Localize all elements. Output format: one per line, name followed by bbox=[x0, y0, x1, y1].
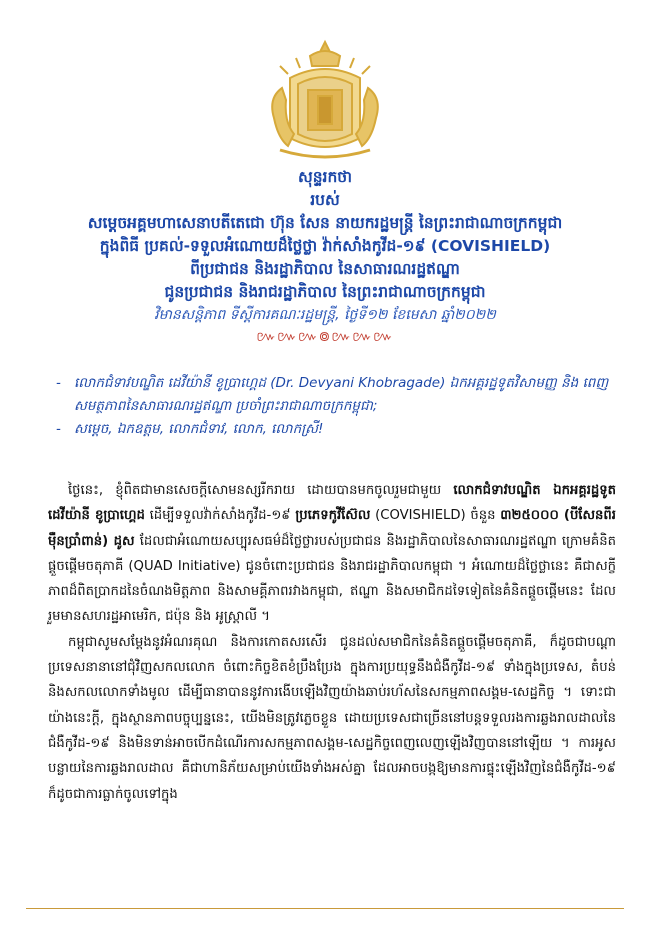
addressee-text: លោកជំទាវបណ្ឌិត ដេវីយ៉ានី ខូប្រាហ្គេដ (Dr. Devyani Khobragade) ឯកអគ្គរដ្ឋទូតវិសាមញ្ញ និង ពេញសមត្ថភាពនៃសាធារណរដ្ឋឥណ្ឌា ប្រចាំព្រះរាជាណាចក្រកម្ពុជា; bbox=[74, 375, 609, 414]
ornament-divider: ៚៚៚៙៚៚៚ bbox=[256, 329, 394, 345]
paragraph bbox=[48, 478, 616, 630]
text-run: (COVISHIELD) ចំនួន bbox=[370, 508, 501, 524]
dash-bullet-icon: - bbox=[56, 375, 61, 391]
footer-divider bbox=[26, 908, 624, 909]
addressee-item bbox=[48, 372, 616, 418]
title-speech: សុន្ទរកថា bbox=[297, 168, 353, 186]
bold-run: ប្រភេទកូវីស៊ែល bbox=[295, 508, 371, 524]
title-line-1: សម្តេចអគ្គមហាសេនាបតីតេជោ ហ៊ុន សែន នាយករដ្ឋមន្ត្រី នៃព្រះរាជាណាចក្រកម្ពុជា bbox=[87, 214, 563, 232]
addressee-text: សម្តេច, ឯកឧត្តម, លោកជំទាវ, លោក, លោកស្រី! bbox=[74, 421, 324, 437]
text-run: ថ្ងៃនេះ, ខ្ញុំពិតជាមានសេចក្តីសោមនស្សរីករាយ ដោយបានមកចូលរួមជាមួយ bbox=[68, 483, 454, 498]
bold-run: លោកជំទាវបណ្ឌិត ឯកអគ្គរដ្ឋទូត ដេវីយ៉ានី ខូប្រាហ្គេដ bbox=[48, 483, 616, 524]
addressee-item bbox=[48, 418, 616, 441]
paragraph: កម្ពុជាសូមសម្តែងនូវអំណរគុណ និងការកោតសរសើរ ជូនដល់សមាជិកនៃគំនិតផ្តួចផ្តើមចតុភាគី, ក៏ដូចជាបណ្តាប្រទេសនានានៅជុំវិញសកលលោក ចំពោះកិច្ចខិតខំប្រឹងប្រែង ក្នុងការប្រយុទ្ធនឹងជំងឺកូវីដ-១៩ ទាំងក្នុងប្រទេស, តំបន់ និងសកលលោកទាំងមូល ដើម្បីធានាបាននូវការងើបឡើងវិញយ៉ាងឆាប់រហ័សនៃសកម្មភាពសង្គម-សេដ្ឋកិច្ច ។ ទោះជាយ៉ាងនេះក្តី, ក្នុងស្ថានភាពបច្ចុប្បន្ននេះ, យើងមិនត្រូវភ្លេចខ្លួន ដោយប្រទេសជាច្រើននៅបន្តទទួលរងការឆ្លងរាលដាលនៃជំងឺកូវីដ-១៩ និងមិនទាន់អាចបើកដំណើរការសកម្មភាពសង្គម-សេដ្ឋកិច្ចពេញលេញឡើងវិញបាននៅឡើយ ។ ការអូសបន្លាយនៃការឆ្លងរាលដាល គឺជាហានិភ័យសម្រាប់យើងទាំងអស់គ្នា ដែលអាចបង្កឱ្យមានការផ្ទុះឡើងវិញនៃជំងឺកូវីដ-១៩ ក៏ដូចជាការធ្លាក់ចូលទៅក្នុង bbox=[48, 634, 616, 802]
dash-bullet-icon: - bbox=[56, 421, 61, 437]
royal-coat-of-arms-icon bbox=[260, 38, 390, 166]
bold-run: ៣២៥០០០ (បីសែនពីរម៉ឺនប្រាំពាន់) ដូស bbox=[48, 508, 616, 549]
title-line-4: ជូនប្រជាជន និងរាជរដ្ឋាភិបាល នៃព្រះរាជាណាចក្រកម្ពុជា bbox=[164, 283, 486, 301]
title-of: របស់ bbox=[310, 191, 340, 209]
speech-body bbox=[48, 478, 616, 807]
venue-date: វិមានសន្តិភាព ទីស្តីការគណៈរដ្ឋមន្ត្រី, ថ្ងៃទី១២ ខែមេសា ឆ្នាំ២០២២ bbox=[154, 307, 496, 323]
title-line-2: ក្នុងពិធី ប្រគល់-ទទួលអំណោយដ៏ថ្លៃថ្លា វ៉ាក់សាំងកូវីដ-១៩ (COVISHIELD) bbox=[99, 237, 551, 255]
title-line-3: ពីប្រជាជន និងរដ្ឋាភិបាល នៃសាធារណរដ្ឋឥណ្ឌា bbox=[190, 260, 460, 278]
text-run: ដើម្បីទទួលវ៉ាក់សាំងកូវីដ-១៩ bbox=[144, 508, 296, 524]
addressee-list bbox=[48, 372, 616, 441]
text-run: ដែលជាអំណោយសប្បុរសធម៌ដ៏ថ្លៃថ្លារបស់ប្រជាជន និងរដ្ឋាភិបាលនៃសាធារណរដ្ឋឥណ្ឌា ក្រោមគំនិតផ្តួចផ្តើមចតុភាគី (QUAD Initiative) ជូនចំពោះប្រជាជន និងរាជរដ្ឋាភិបាលកម្ពុជា ។ អំណោយដ៏ថ្លៃថ្លានេះ គឺជាសក្ខីភាពដ៏ពិតប្រាកដនៃចំណងមិត្តភាព និងសាមគ្គីភាពរវាងកម្ពុជា, ឥណ្ឌា និងសមាជិកដទៃទៀតនៃគំនិតផ្តួចផ្តើមនេះ ដែលរួមមានសហរដ្ឋអាមេរិក, ជប៉ុន និង អូស្ត្រាលី ។ bbox=[48, 533, 617, 625]
speech-header bbox=[20, 166, 630, 347]
